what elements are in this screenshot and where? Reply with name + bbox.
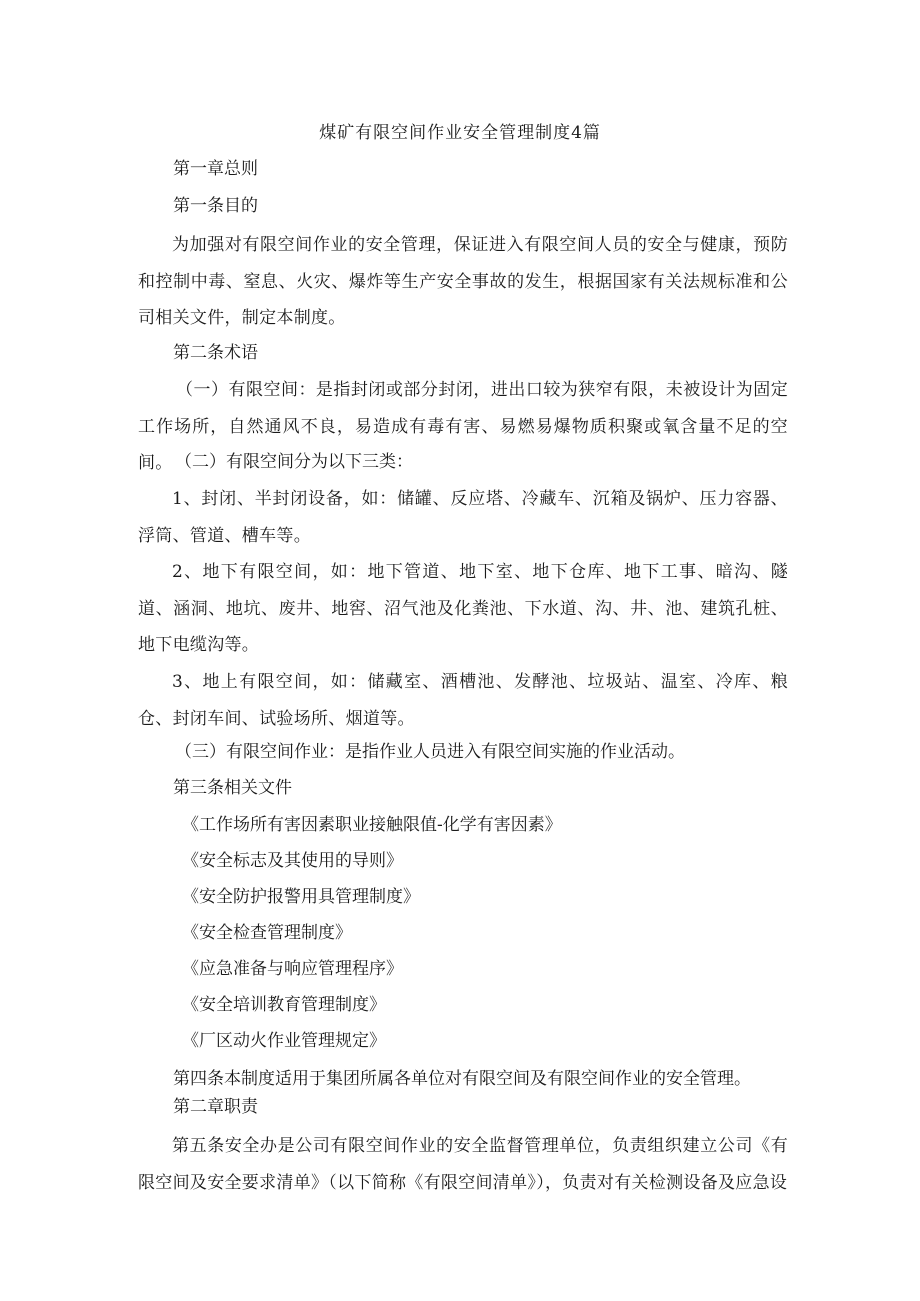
- related-document-item: 《应急准备与响应管理程序》: [182, 959, 403, 979]
- related-document-item: 《安全检查管理制度》: [182, 923, 352, 943]
- related-document-item: 《安全培训教育管理制度》: [182, 995, 386, 1015]
- related-document-item: 《安全标志及其使用的导则》: [182, 851, 403, 871]
- category-3-paragraph: 3、地上有限空间，如：储藏室、酒槽池、发酵池、垃圾站、温室、冷库、粮仓、封闭车间、试验场所、烟道等。: [138, 672, 788, 729]
- category-1-paragraph: 1、封闭、半封闭设备，如：储罐、反应塔、冷藏车、沉箱及锅炉、压力容器、浮筒、管道、槽车等。: [138, 489, 788, 546]
- category-2-paragraph: 2、地下有限空间，如：地下管道、地下室、地下仓库、地下工事、暗沟、隧道、涵洞、地坑、废井、地窖、沼气池及化粪池、下水道、沟、井、池、建筑孔桩、地下电缆沟等。: [138, 562, 788, 655]
- article-1-body: 为加强对有限空间作业的安全管理，保证进入有限空间人员的安全与健康，预防和控制中毒、窒息、火灾、爆炸等生产安全事故的发生，根据国家有关法规标准和公司相关文件，制定本制度。: [138, 235, 788, 328]
- chapter-heading-2: 第二章职责: [173, 1097, 258, 1117]
- document-title: 煤矿有限空间作业安全管理制度4篇: [319, 123, 601, 143]
- article-4-paragraph: 第四条本制度适用于集团所属各单位对有限空间及有限空间作业的安全管理。: [173, 1069, 751, 1089]
- article-heading-3: 第三条相关文件: [173, 778, 292, 798]
- article-heading-2: 第二条术语: [173, 343, 258, 363]
- related-document-item: 《工作场所有害因素职业接触限值-化学有害因素》: [182, 815, 562, 835]
- article-heading-1: 第一条目的: [173, 196, 258, 216]
- related-document-item: 《厂区动火作业管理规定》: [182, 1031, 386, 1051]
- article-5-paragraph: 第五条安全办是公司有限空间作业的安全监督管理单位，负责组织建立公司《有限空间及安全要求清单》（以下简称《有限空间清单》），负责对有关检测设备及应急设: [138, 1136, 788, 1193]
- related-document-item: 《安全防护报警用具管理制度》: [182, 887, 420, 907]
- term-2-paragraph: （二）有限空间分为以下三类：: [175, 452, 413, 472]
- term-3-paragraph: （三）有限空间作业：是指作业人员进入有限空间实施的作业活动。: [175, 742, 685, 762]
- term-1-paragraph: （一）有限空间：是指封闭或部分封闭，进出口较为狭窄有限，未被设计为固定工作场所，自然通风不良，易造成有毒有害、易燃易爆物质积聚或氧含量不足的空间。: [138, 380, 788, 473]
- chapter-heading-1: 第一章总则: [173, 159, 258, 179]
